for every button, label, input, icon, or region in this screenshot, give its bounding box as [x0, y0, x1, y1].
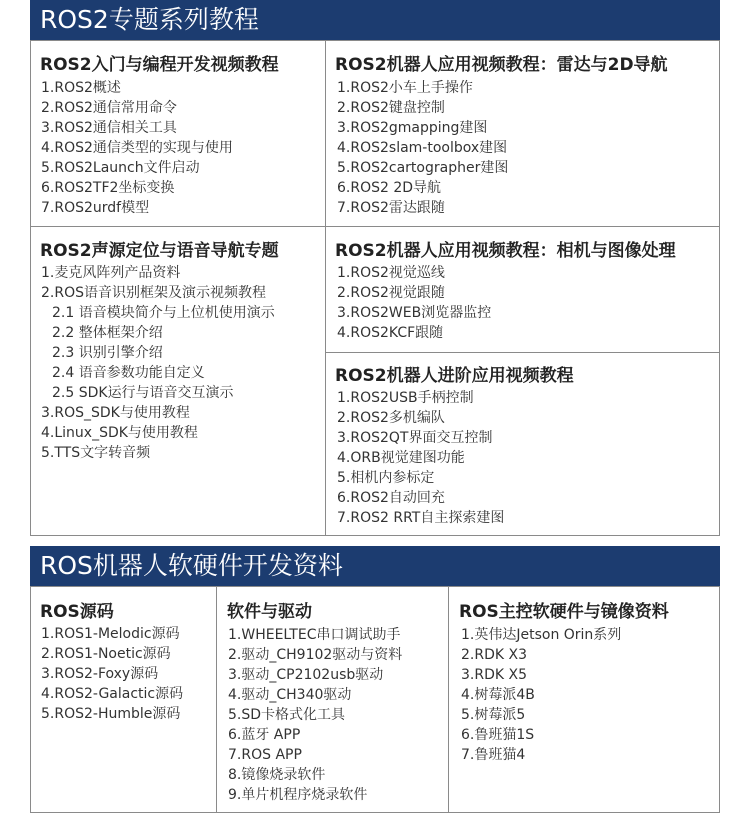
list-item: 4.Linux_SDK与使用教程	[41, 425, 198, 441]
list-item: 6.鲁班猫1S	[461, 727, 535, 743]
list-item: 3.ROS2QT界面交互控制	[337, 430, 493, 446]
list-item: 5.树莓派5	[461, 707, 526, 723]
list-item: 2.RDK X3	[461, 647, 527, 663]
list-item: 5.ROS2-Humble源码	[41, 706, 181, 722]
list-item: 4.ORB视觉建图功能	[337, 450, 465, 466]
list-item: 7.ROS2 RRT自主探索建图	[337, 510, 505, 526]
section-banner-ros-resources: ROS机器人软硬件开发资料	[30, 546, 720, 586]
section-banner-ros2: ROS2专题系列教程	[30, 0, 720, 40]
list-item: 8.镜像烧录软件	[228, 767, 326, 783]
block-title-camera: ROS2机器人应用视频教程：相机与图像处理	[335, 241, 676, 261]
list-item: 2.ROS2通信常用命令	[41, 100, 177, 116]
block-title-advanced: ROS2机器人进阶应用视频教程	[335, 366, 574, 386]
list-source	[41, 624, 183, 724]
list-advanced	[337, 388, 504, 528]
list-item: 3.ROS2gmapping建图	[337, 120, 488, 136]
block-title-intro: ROS2入门与编程开发视频教程	[40, 55, 279, 75]
list-item: 4.树莓派4B	[461, 687, 535, 703]
list-item: 5.相机内参标定	[337, 470, 435, 486]
list-item: 3.ROS2-Foxy源码	[41, 666, 159, 682]
list-item: 6.蓝牙 APP	[228, 727, 301, 743]
list-item: 7.ROS2urdf模型	[41, 200, 150, 216]
list-item: 5.TTS文字转音频	[41, 445, 151, 461]
block-title-lidar: ROS2机器人应用视频教程：雷达与2D导航	[335, 55, 668, 75]
list-item: 3.ROS2通信相关工具	[41, 120, 177, 136]
list-item: 1.英伟达Jetson Orin系列	[461, 627, 622, 643]
list-subitem: 2.1 语音模块简介与上位机使用演示	[52, 305, 275, 321]
list-item: 5.ROS2Launch文件启动	[41, 160, 200, 176]
list-item: 7.ROS APP	[228, 747, 302, 763]
list-item: 2.ROS1-Noetic源码	[41, 646, 171, 662]
list-item: 1.ROS2小车上手操作	[337, 80, 473, 96]
list-item: 1.WHEELTEC串口调试助手	[228, 627, 401, 643]
list-item: 1.ROS2视觉巡线	[337, 265, 445, 281]
list-item: 7.鲁班猫4	[461, 747, 526, 763]
list-hardware	[461, 625, 621, 765]
list-software	[228, 625, 402, 805]
list-intro	[41, 78, 233, 218]
list-item: 5.ROS2cartographer建图	[337, 160, 509, 176]
list-item: 4.驱动_CH340驱动	[228, 687, 352, 703]
list-item: 1.麦克风阵列产品资料	[41, 265, 181, 281]
list-item: 4.ROS2通信类型的实现与使用	[41, 140, 233, 156]
list-item: 1.ROS1-Melodic源码	[41, 626, 180, 642]
list-lidar	[337, 78, 508, 218]
list-item: 2.ROS2键盘控制	[337, 100, 445, 116]
list-item: 4.ROS2-Galactic源码	[41, 686, 184, 702]
list-item: 6.ROS2TF2坐标变换	[41, 180, 175, 196]
list-item: 7.ROS2雷达跟随	[337, 200, 445, 216]
list-subitem: 2.2 整体框架介绍	[52, 325, 163, 341]
list-item: 6.ROS2 2D导航	[337, 180, 442, 196]
list-item: 3.驱动_CP2102usb驱动	[228, 667, 384, 683]
list-subitem: 2.4 语音参数功能自定义	[52, 365, 205, 381]
list-item: 3.ROS_SDK与使用教程	[41, 405, 190, 421]
block-title-hardware: ROS主控软硬件与镜像资料	[459, 602, 669, 622]
list-item: 2.ROS语音识别框架及演示视频教程	[41, 285, 266, 301]
block-title-software: 软件与驱动	[227, 602, 312, 622]
list-item: 4.ROS2slam-toolbox建图	[337, 140, 508, 156]
block-title-voice: ROS2声源定位与语音导航专题	[40, 241, 279, 261]
block-title-source: ROS源码	[40, 602, 114, 622]
list-item: 6.ROS2自动回充	[337, 490, 445, 506]
list-item: 3.RDK X5	[461, 667, 527, 683]
list-item: 2.ROS2多机编队	[337, 410, 445, 426]
list-item: 9.单片机程序烧录软件	[228, 787, 368, 803]
list-item: 3.ROS2WEB浏览器监控	[337, 305, 492, 321]
list-subitem: 2.5 SDK运行与语音交互演示	[52, 385, 234, 401]
list-camera	[337, 263, 491, 343]
list-voice	[41, 263, 275, 463]
list-item: 2.ROS2视觉跟随	[337, 285, 445, 301]
list-item: 1.ROS2USB手柄控制	[337, 390, 474, 406]
list-item: 1.ROS2概述	[41, 80, 121, 96]
list-subitem: 2.3 识别引擎介绍	[52, 345, 163, 361]
list-item: 5.SD卡格式化工具	[228, 707, 346, 723]
list-item: 4.ROS2KCF跟随	[337, 325, 444, 341]
list-item: 2.驱动_CH9102驱动与资料	[228, 647, 403, 663]
